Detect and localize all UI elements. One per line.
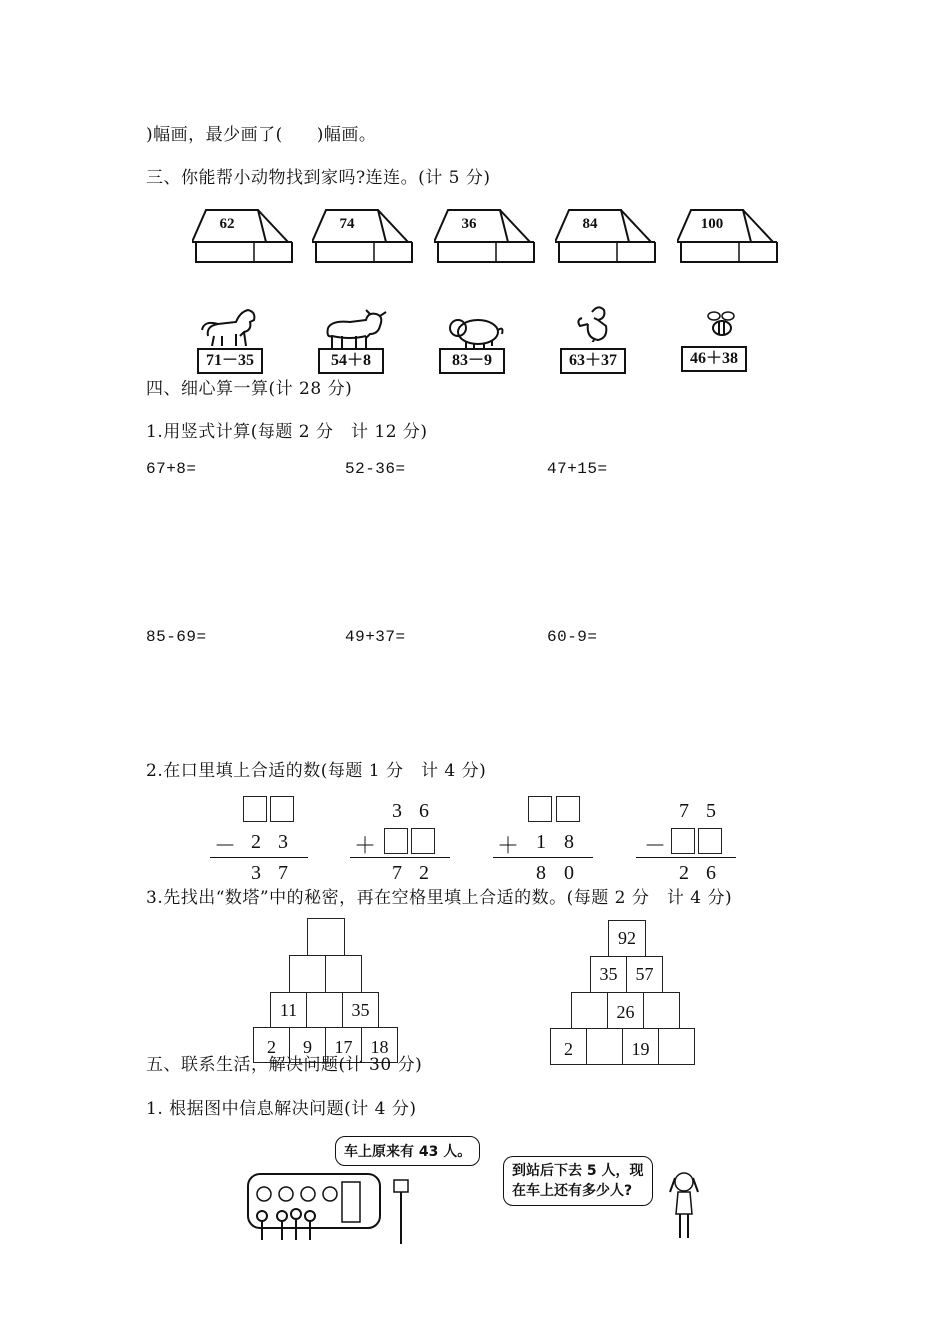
plus-sign: ＋ — [354, 833, 377, 858]
digit: 2 — [679, 862, 689, 884]
sum-line — [636, 857, 736, 858]
tower-cell[interactable] — [306, 992, 343, 1028]
calc-6: 60-9= — [547, 628, 598, 646]
tower-cell: 19 — [622, 1028, 659, 1065]
blank-box[interactable] — [698, 828, 722, 854]
tower-cell: 9 — [289, 1027, 326, 1063]
calc-5: 49+37= — [345, 628, 406, 646]
digit: 2 — [419, 862, 429, 884]
tower-cell: 17 — [325, 1027, 362, 1063]
plus-sign: ＋ — [497, 833, 520, 858]
tower-cell: 35 — [342, 992, 379, 1028]
digit: 8 — [536, 862, 546, 884]
tower-cell: 92 — [608, 920, 646, 957]
sum-line — [350, 857, 450, 858]
digit: 1 — [536, 831, 546, 853]
tower-cell: 26 — [607, 992, 644, 1029]
tower-cell: 2 — [253, 1027, 290, 1063]
section4-title: 四、细心算一算(计 28 分) — [146, 379, 353, 399]
digit: 5 — [706, 800, 716, 822]
tower-cell[interactable] — [643, 992, 680, 1029]
digit: 3 — [251, 862, 261, 884]
expr-box-4: 63＋37 — [560, 348, 626, 374]
house-5 — [677, 206, 781, 268]
carry-over-part2: )幅画。 — [316, 125, 377, 145]
house-number: 84 — [582, 216, 598, 232]
tower-cell: 35 — [590, 956, 627, 993]
tower-cell[interactable] — [325, 955, 362, 993]
tower-cell: 11 — [270, 992, 307, 1028]
digit: 8 — [564, 831, 574, 853]
q3-title: 3.先找出“数塔”中的秘密，再在空格里填上合适的数。(每题 2 分 计 4 分) — [146, 888, 733, 908]
blank-box[interactable] — [411, 828, 435, 854]
carry-over-part1: )幅画，最少画了( — [146, 125, 283, 145]
blank-box[interactable] — [384, 828, 408, 854]
minus-sign: － — [214, 833, 237, 858]
digit: 3 — [278, 831, 288, 853]
q5-1-title: 1. 根据图中信息解决问题(计 4 分) — [146, 1099, 417, 1119]
bubble-right-line1: 到站后下去 5 人，现 — [512, 1163, 644, 1179]
house-number: 36 — [461, 216, 477, 232]
carry-over-line — [146, 120, 376, 145]
horse-icon — [196, 306, 276, 346]
blank-box[interactable] — [528, 796, 552, 822]
calc-1: 67+8= — [146, 460, 197, 478]
bus-stop-illustration — [244, 1150, 424, 1246]
bee-icon — [702, 304, 782, 344]
tower-cell: 18 — [361, 1027, 398, 1063]
digit: 0 — [564, 862, 574, 884]
girl-icon — [664, 1168, 704, 1244]
house-number: 74 — [339, 216, 355, 232]
q2-title: 2.在口里填上合适的数(每题 1 分 计 4 分) — [146, 761, 487, 781]
blank-box[interactable] — [671, 828, 695, 854]
pig-icon — [446, 312, 526, 352]
digit: 7 — [278, 862, 288, 884]
digit: 6 — [419, 800, 429, 822]
tower-cell[interactable] — [658, 1028, 695, 1065]
house-2 — [312, 206, 416, 268]
section3-title: 三、你能帮小动物找到家吗?连连。(计 5 分) — [146, 168, 491, 188]
minus-sign: － — [644, 833, 667, 858]
blank-box[interactable] — [556, 796, 580, 822]
sum-line — [493, 857, 593, 858]
house-3 — [434, 206, 538, 268]
tower-cell[interactable] — [289, 955, 326, 993]
expr-box-3: 83－9 — [439, 348, 505, 374]
speech-bubble-right — [503, 1156, 653, 1206]
expr-box-1: 71－35 — [197, 348, 263, 374]
digit: 7 — [392, 862, 402, 884]
calc-2: 52-36= — [345, 460, 406, 478]
q1-title: 1.用竖式计算(每题 2 分 计 12 分) — [146, 422, 428, 442]
house-1 — [192, 206, 296, 268]
section5-title: 五、联系生活，解决问题(计 30 分) — [146, 1055, 423, 1075]
expr-box-2: 54＋8 — [318, 348, 384, 374]
tower-cell: 57 — [626, 956, 663, 993]
house-number: 62 — [219, 216, 235, 232]
digit: 2 — [251, 831, 261, 853]
expr-box-5: 46＋38 — [681, 346, 747, 372]
tower-cell[interactable] — [571, 992, 608, 1029]
digit: 7 — [679, 800, 689, 822]
tower-cell[interactable] — [307, 918, 345, 956]
tower-cell: 2 — [550, 1028, 587, 1065]
sum-line — [210, 857, 308, 858]
bubble-right-line2: 在车上还有多少人? — [512, 1183, 633, 1199]
digit: 3 — [392, 800, 402, 822]
digit: 6 — [706, 862, 716, 884]
house-4 — [555, 206, 659, 268]
speech-bubble-left: 车上原来有 43 人。 — [335, 1136, 480, 1166]
house-number: 100 — [700, 216, 724, 232]
bird-icon — [568, 302, 648, 342]
blank-box[interactable] — [270, 796, 294, 822]
tower-cell[interactable] — [586, 1028, 623, 1065]
calc-4: 85-69= — [146, 628, 207, 646]
ox-icon — [320, 308, 400, 348]
blank-box[interactable] — [243, 796, 267, 822]
calc-3: 47+15= — [547, 460, 608, 478]
